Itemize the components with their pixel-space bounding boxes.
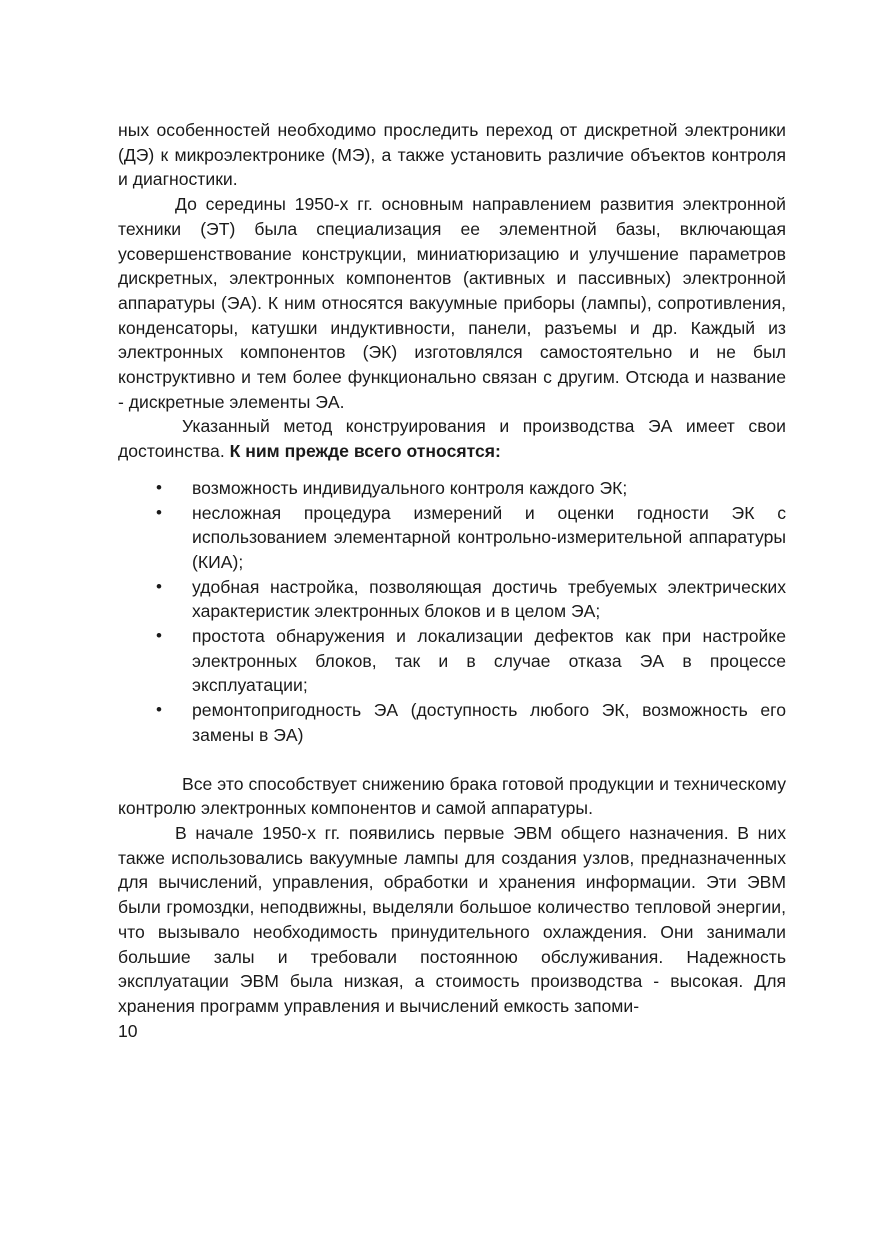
list-item-text: ремонтопригодность ЭА (доступность любого ЭК, возможность его замены в ЭА) (192, 700, 786, 745)
bullet-icon: • (156, 700, 162, 720)
list-item (118, 501, 786, 575)
paragraph-first-computers: В начале 1950-х гг. появились первые ЭВМ общего назначения. В них также использовались вакуумные лампы для создания узлов, предназначенных для вычислений, управления, обработки и хранения информации. Эти ЭВМ были громоздки, неподвижны, выделяли большое количество тепловой энергии, что вызывало необходимость принудительного охлаждения. Они занимали большие залы и требовали постоянною обслуживания. Надежность эксплуатации ЭВМ была низкая, а стоимость производства - высокая. Для хранения программ управления и вычислений емкость запоми- (118, 822, 786, 1016)
list-item-text: возможность индивидуального контроля каждого ЭК; (192, 477, 628, 498)
paragraph-history-1950s: До середины 1950-х гг. основным направлением развития электронной техники (ЭТ) была специализация ее элементной базы, включающая усовершенствование конструкции, миниатюризацию и улучшение параметров дискретных, электронных компонентов (активных и пассивных) электронной аппаратуры (ЭА). К ним относятся вакуумные приборы (лампы), сопротивления, конденсаторы, катушки индуктивности, панели, разъемы и др. Каждый из электронных компонентов (ЭК) изготовлялся самостоятельно и не был конструктивно и тем более функционально связан с другим. Отсюда и название - дискретные элементы ЭА. (118, 194, 786, 412)
advantages-intro-text: Указанный метод конструирования и производства ЭА имеет свои достоинства. (118, 416, 786, 462)
bullet-icon: • (156, 502, 162, 522)
bullet-icon: • (156, 576, 162, 596)
list-item (118, 575, 786, 624)
paragraph-advantages-intro (118, 414, 786, 463)
advantages-intro-bold: К ним прежде всего относятся: (229, 441, 501, 462)
paragraph-summary: Все это способствует снижению брака готовой продукции и техническому контролю электронных компонентов и самой аппаратуры. (118, 773, 786, 819)
list-item (118, 476, 786, 501)
list-item-text: простота обнаружения и локализации дефектов как при настройке электронных блоков, так и в случае отказа ЭА в процессе эксплуатации; (192, 626, 786, 696)
list-item (118, 698, 786, 747)
list-item-text: несложная процедура измерений и оценки годности ЭК с использованием элементарной контрольно-измерительной аппаратуры (КИА); (192, 502, 786, 572)
document-page (118, 118, 786, 1043)
section-spacer (118, 748, 786, 772)
paragraph-continuation: ных особенностей необходимо проследить переход от дискретной электроники (ДЭ) к микроэлектронике (МЭ), а также установить различие объектов контроля и диагностики. (118, 120, 786, 190)
page-number: 10 (118, 1020, 138, 1041)
bullet-icon: • (156, 626, 162, 646)
advantages-list (118, 476, 786, 748)
list-item (118, 624, 786, 698)
list-item-text: удобная настройка, позволяющая достичь требуемых электрических характеристик электронных блоков и в целом ЭА; (192, 576, 786, 622)
bullet-icon: • (156, 477, 162, 497)
